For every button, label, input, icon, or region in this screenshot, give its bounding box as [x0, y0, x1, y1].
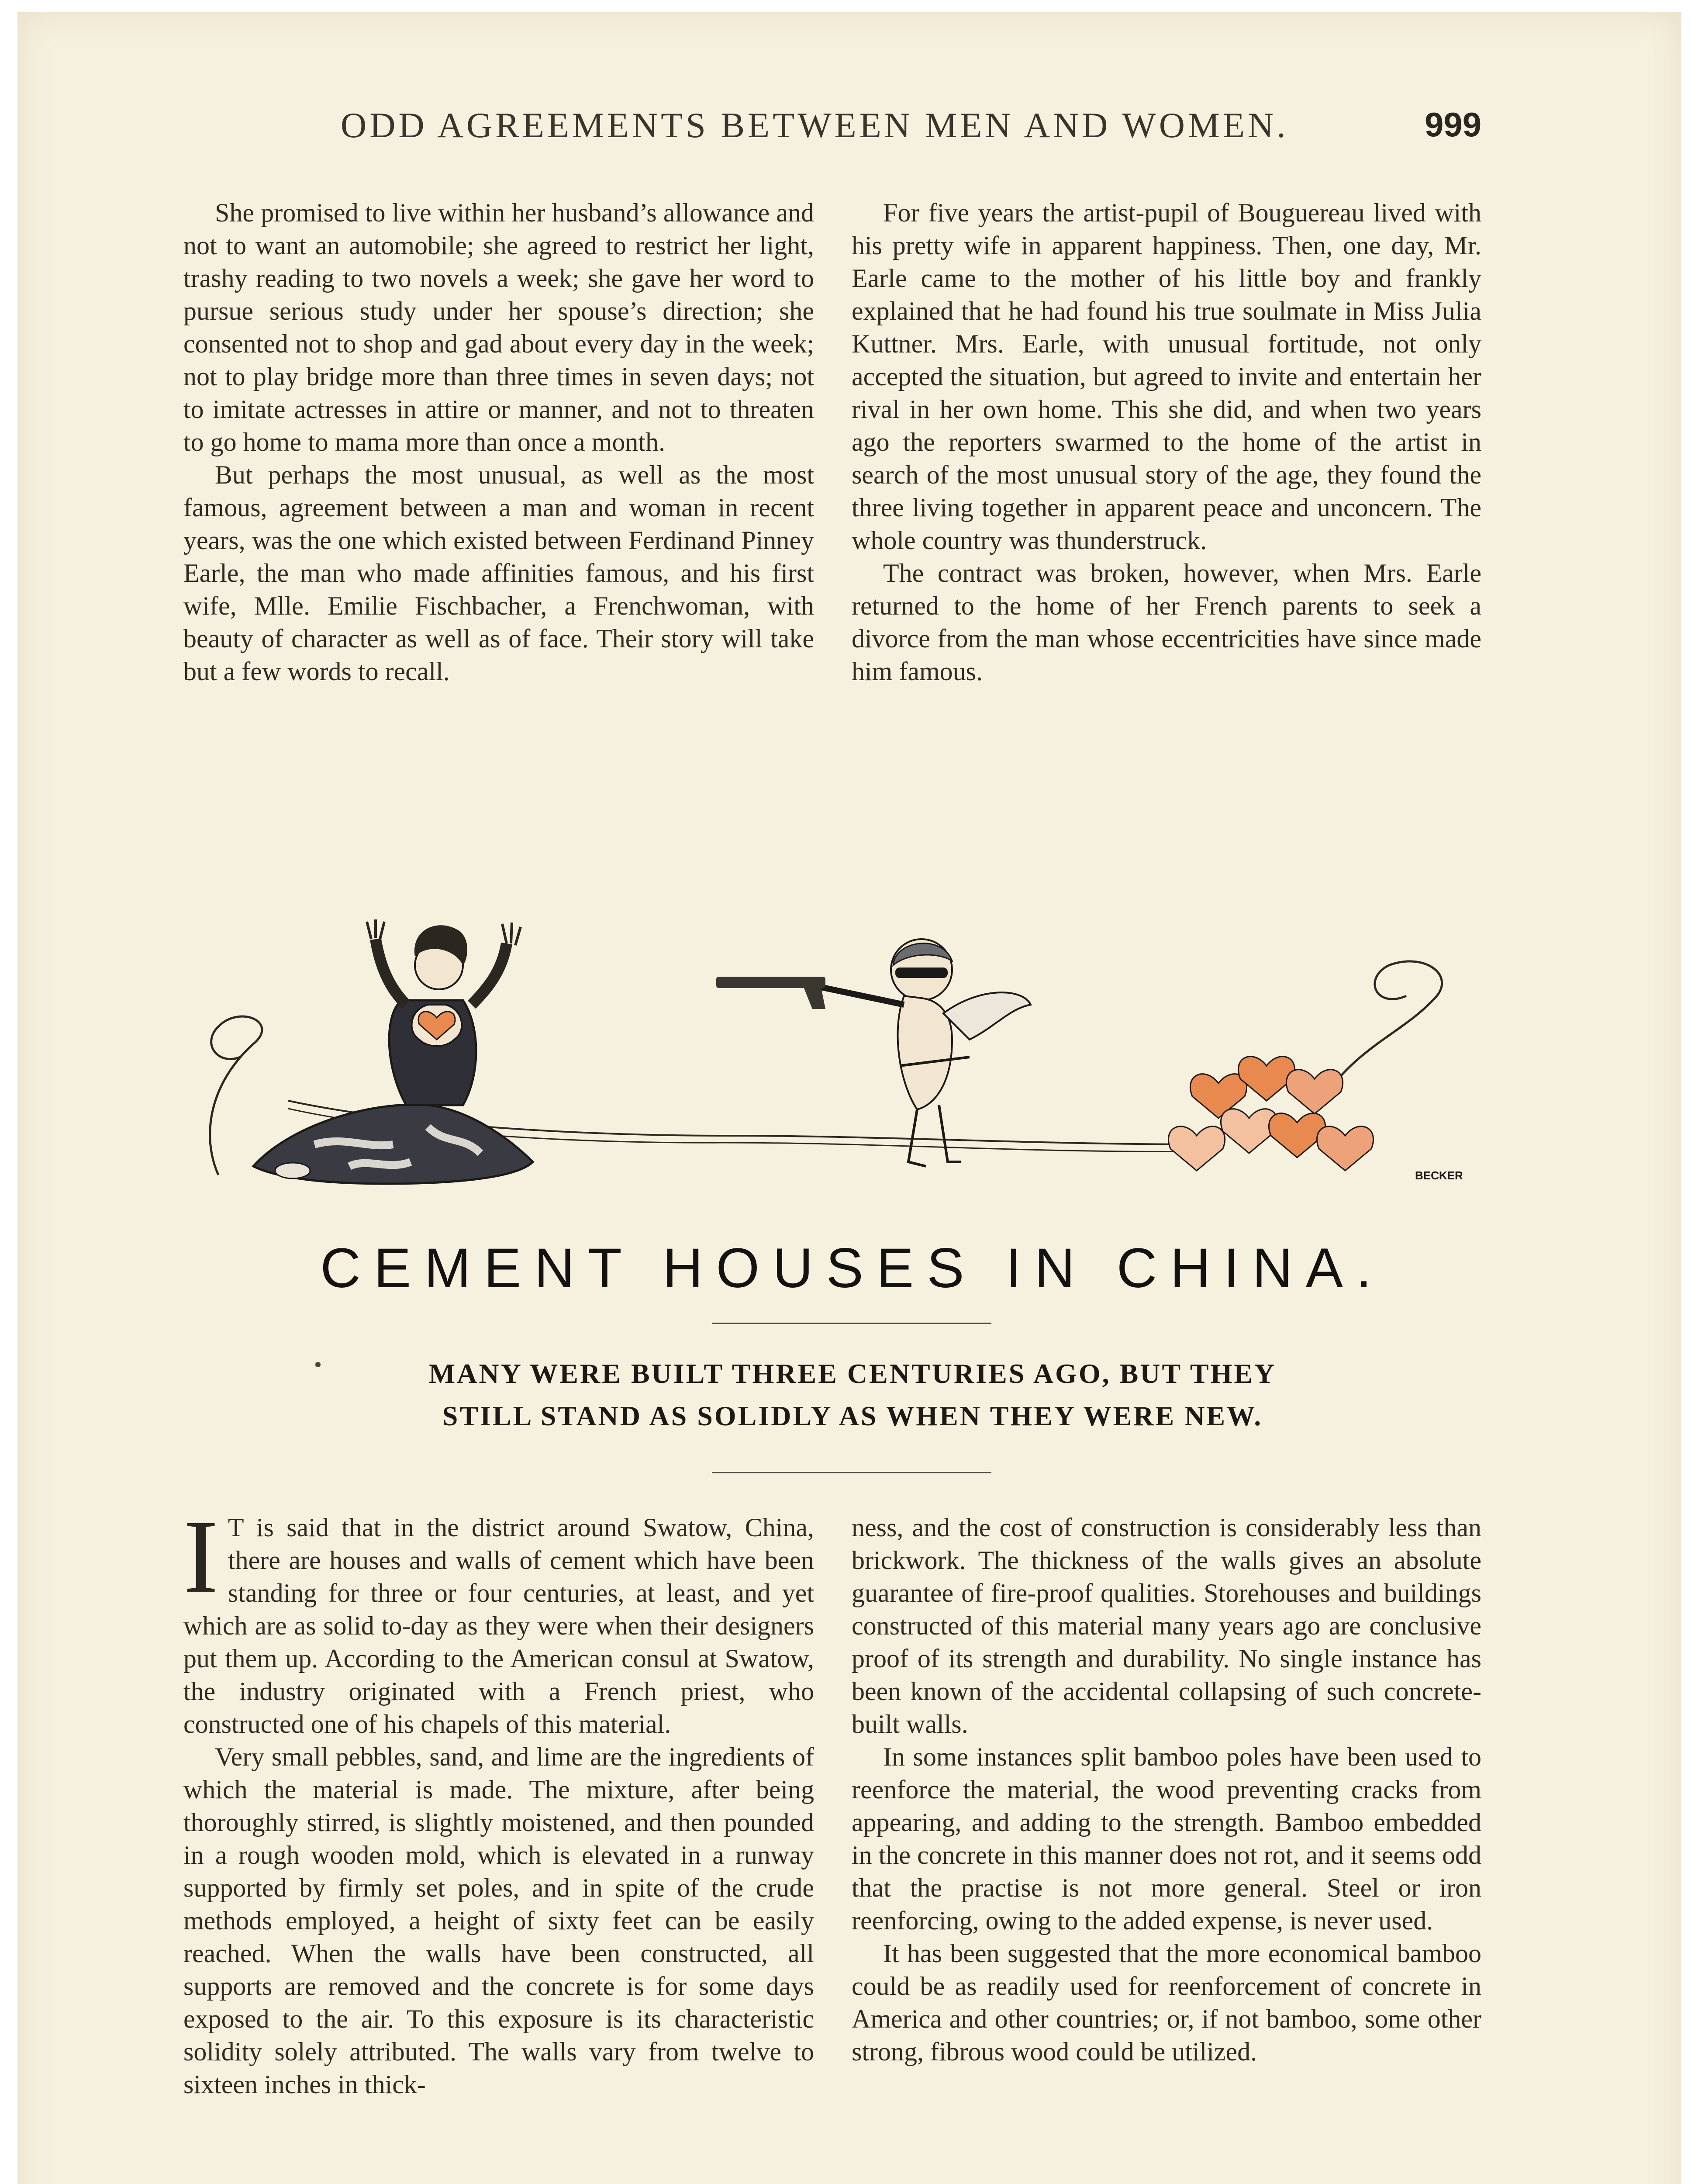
paragraph: Very small pebbles, sand, and lime are the ingredients of which the material is made. The mixture, after being thoroughly stirred, is slightly moistened, and then pounded in a rough wooden mold, which is elevated in a runway supported by firmly set poles, and in spite of the crude methods employed, a height of sixty feet can be easily reached. When the walls have been constructed, all supports are removed and the concrete is for some days exposed to the air. To this exposure is its characteristic solidity solely attributed. The walls vary from twelve to sixteen inches in thick- [183, 1742, 814, 2099]
paragraph: It has been suggested that the more economical bamboo could be as readily used for reenforcement of concrete in America and other countries; or, if not bamboo, some other strong, fibrous wood could be utilized. [852, 1939, 1481, 2066]
running-title: ODD AGREEMENTS BETWEEN MEN AND WOMEN. [341, 105, 1289, 145]
paragraph: But perhaps the most unusual, as well as the most famous, agreement between a man and woman in recent years, was the one which existed between Ferdinand Pinney Earle, the man who made affinities famous, and his first wife, Mlle. Emilie Fischbacher, a Frenchwoman, with beauty of character as well as of face. Their story will take but a few words to recall. [183, 460, 814, 686]
subhead-line-1: MANY WERE BUILT THREE CENTURIES AGO, BUT THEY [428, 1358, 1277, 1389]
ribbon-left [210, 1016, 262, 1175]
drop-cap: I [183, 1498, 218, 1614]
paragraph: She promised to live within her husband’s allowance and not to want an automobile; she agreed to restrict her light, trashy reading to two novels a week; she gave her word to pursue serious study under her spouse’s direction; she consented not to shop and gad about every day in the week; not to play bridge more than three times in seven days; not to imitate actresses in attire or manner, and not to threaten to go home to mama more than once a month. [183, 198, 814, 456]
top-left-column [183, 197, 814, 688]
woman-figure [253, 919, 533, 1184]
cupid-figure [716, 939, 1031, 1166]
article-left-column [183, 1498, 814, 2101]
subhead-rule [712, 1472, 991, 1473]
headline-rule [712, 1323, 991, 1324]
article-headline: CEMENT HOUSES IN CHINA. [320, 1237, 1385, 1299]
paragraph: For five years the artist-pupil of Bouguereau lived with his pretty wife in apparent happiness. Then, one day, Mr. Earle came to the mother of his little boy and frankly explained that he had found his true soulmate in Miss Julia Kuttner. Mrs. Earle, with unusual fortitude, not only accepted the situation, but agreed to invite and entertain her rival in her own home. This she did, and when two years ago the reporters swarmed to the home of the artist in search of the most unusual story of the age, they found the three living together in apparent peace and unconcern. The whole country was thunderstruck. [852, 198, 1481, 555]
subhead-line-2: STILL STAND AS SOLIDLY AS WHEN THEY WERE NEW. [442, 1400, 1263, 1431]
pistol [716, 977, 825, 988]
page-number: 999 [1425, 105, 1482, 144]
ribbon-right [1328, 961, 1442, 1092]
artist-signature: BECKER [1415, 1169, 1463, 1182]
paragraph: In some instances split bamboo poles have been used to reenforce the material, the wood preventing cracks from appearing, and adding to the strength. Bamboo embedded in the concrete in this manner does not rot, and it seems odd that the practise is not more general. Steel or iron reenforcing, owing to the added expense, is never used. [852, 1742, 1481, 1935]
running-header [0, 105, 1705, 157]
cupid-illustration [201, 900, 1476, 1188]
opening-text: T is said that in the district around Swatow, China, there are houses and walls of cement which have been standing for three or four centuries, at least, and yet which are as solid to-day as they were when their designers put them up. According to the American consul at Swatow, the industry originated with a French priest, who constructed one of his chapels of this material. [183, 1513, 814, 1738]
paragraph: ness, and the cost of construction is considerably less than brickwork. The thickness of the walls gives an absolute guarantee of fire-proof qualities. Storehouses and buildings constructed of this material many years ago are conclusive proof of its strength and durability. No single instance has been known of the accidental collapsing of such concrete-built walls. [852, 1513, 1481, 1738]
top-right-column [852, 197, 1481, 688]
paragraph: The contract was broken, however, when Mrs. Earle returned to the home of her French parents to seek a divorce from the man whose eccentricities have since made him famous. [852, 559, 1481, 686]
article-right-column [852, 1511, 1481, 2068]
opening-paragraph [183, 1498, 814, 1741]
